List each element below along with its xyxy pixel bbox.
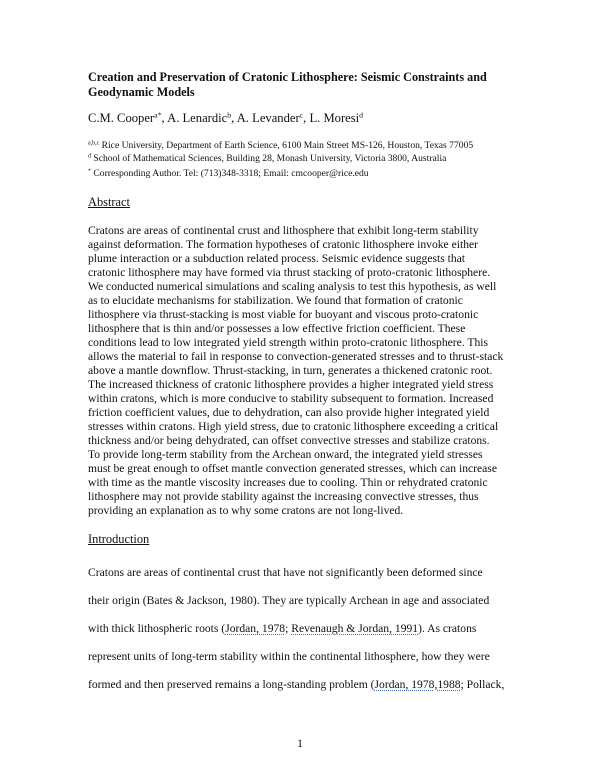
author-affiliation-marker: d (359, 110, 364, 120)
introduction-line (88, 643, 528, 671)
author-name: A. Levander (236, 111, 300, 125)
abstract-line: friction coefficient values, due to dehydration, can also provide higher integrated yield (88, 406, 490, 419)
abstract-line: must be great enough to offset mantle convection generated stresses, which can increase (88, 462, 497, 475)
introduction-text: ; Pollack, (460, 678, 505, 691)
affiliation-text: Rice University, Department of Earth Science, 6100 Main Street MS-126, Houston, Texas 77005 (99, 140, 474, 151)
introduction-line (88, 671, 528, 699)
abstract-line: with time as the mantle viscosity increases due to cooling. Thin or rehydrated cratonic (88, 476, 488, 489)
introduction-text: represent units of long-term stability within the continental lithosphere, how they were (88, 650, 490, 663)
introduction-heading: Introduction (88, 532, 150, 546)
affiliation-text: School of Mathematical Sciences, Building 28, Monash University, Victoria 3800, Australia (90, 152, 447, 164)
abstract-line: conditions lead to low integrated yield strength within proto-cratonic lithosphere. This (88, 336, 489, 349)
abstract-line: above a mantle downflow. Thrust-stacking, in turn, generates a thickened cratonic root. (88, 364, 493, 377)
affiliation-line (88, 153, 473, 166)
abstract-line: Cratons are areas of continental crust and lithosphere that exhibit long-term stability (88, 224, 479, 237)
author-affiliation-marker: a* (154, 110, 162, 120)
corresponding-author (88, 168, 369, 179)
author-affiliation-marker: c (299, 110, 304, 120)
introduction-text: Cratons are areas of continental crust that have not significantly been deformed since (88, 566, 483, 579)
introduction-text: ; (285, 622, 292, 635)
author-separator: , (231, 111, 237, 125)
abstract-line: To provide long-term stability from the Archean onward, the integrated yield stresses (88, 448, 483, 461)
abstract-line: thickness and/or being dehydrated, can offset convective stresses and stabilize cratons. (88, 434, 490, 447)
abstract-line: We conducted numerical simulations and scaling analysis to test this hypothesis, as well (88, 280, 497, 293)
abstract-line: lithosphere may not provide stability against the increasing convective stresses, thus (88, 490, 479, 503)
introduction-body (88, 559, 528, 699)
abstract-line: as to elucidate mechanisms for stabilization. We found that formation of cratonic (88, 294, 463, 307)
affiliation-line (88, 140, 473, 153)
affiliations (88, 140, 473, 165)
abstract-line: allows the material to fail in response to convection-generated stresses and to thrust-stack (88, 350, 504, 363)
author-list (88, 111, 363, 126)
abstract-line: against deformation. The formation hypotheses of cratonic lithosphere invoke either (88, 238, 478, 251)
affiliation-marker: a,b,c (88, 140, 100, 147)
author-separator: , (303, 111, 310, 125)
abstract-body (88, 224, 528, 518)
abstract-line: within cratons, which is more conducive to stability subsequent to formation. Increased (88, 392, 494, 405)
introduction-line (88, 615, 528, 643)
author-separator: , (161, 111, 168, 125)
introduction-line (88, 587, 528, 615)
page-number: 1 (297, 736, 303, 750)
introduction-text: with thick lithospheric roots ( (88, 622, 226, 635)
corresponding-marker: * (88, 168, 91, 175)
author-name: L. Moresi (309, 111, 360, 125)
introduction-text: ). As cratons (418, 622, 477, 635)
abstract-line: cratonic lithosphere may have formed via thrust stacking of proto-cratonic lithosphere. (88, 266, 491, 279)
author-affiliation-marker: b (227, 110, 232, 120)
citation-link[interactable]: Jordan, 1978 (225, 622, 286, 635)
abstract-heading: Abstract (88, 195, 130, 209)
corresponding-text: Corresponding Author. Tel: (713)348-3318; Email: cmcooper@rice.edu (90, 168, 369, 179)
paper-title: Creation and Preservation of Cratonic Lithosphere: Seismic Constraints and Geodynamic Models (88, 70, 487, 99)
citation-link[interactable]: Revenaugh & Jordan, 1991 (291, 622, 419, 635)
introduction-text: their origin (Bates & Jackson, 1980). They are typically Archean in age and associated (88, 594, 490, 607)
author-name: C.M. Cooper (88, 111, 155, 125)
abstract-line: lithosphere via thrust-stacking is most viable for buoyant and viscous proto-cratonic (88, 308, 479, 321)
citation-link[interactable]: Jordan, 1978 (374, 678, 435, 691)
abstract-line: lithosphere that is thin and/or possesses a low effective friction coefficient. These (88, 322, 466, 335)
abstract-line: plume interaction or a subduction related process. Seismic evidence suggests that (88, 252, 466, 265)
introduction-text: formed and then preserved remains a long-standing problem ( (88, 678, 375, 691)
author-name: A. Lenardic (167, 111, 228, 125)
abstract-line: providing an explanation as to why some cratons are not long-lived. (88, 504, 404, 517)
abstract-line: The increased thickness of cratonic lithosphere provides a higher integrated yield stress (88, 378, 494, 391)
introduction-line (88, 559, 528, 587)
citation-link[interactable]: 1988 (437, 678, 461, 691)
introduction-text: , (434, 678, 438, 691)
abstract-line: stresses within cratons. High yield stress, due to cratonic lithosphere exceeding a critical (88, 420, 499, 433)
affiliation-marker: d (88, 153, 91, 160)
